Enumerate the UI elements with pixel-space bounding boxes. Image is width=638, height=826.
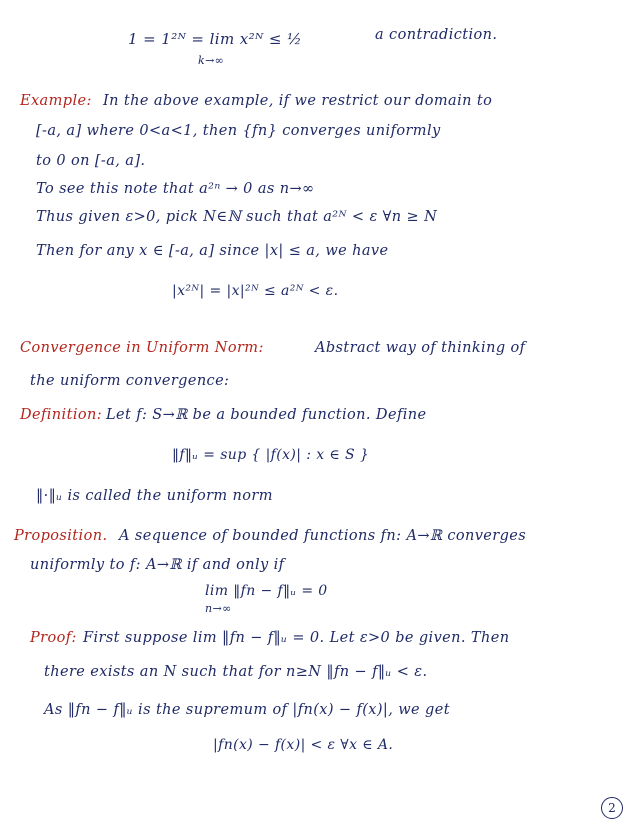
example-line-5: Thus given ε>0, pick N∈ℕ such that a²ᴺ < ε ∀n ≥ N xyxy=(36,209,438,225)
proposition-lim-subscript: n→∞ xyxy=(205,602,232,615)
definition-label: Definition: xyxy=(20,407,103,423)
proof-label: Proof: xyxy=(30,630,77,646)
example-inequality: |x²ᴺ| = |x|²ᴺ ≤ a²ᴺ < ε. xyxy=(172,283,339,299)
proposition-line-2: uniformly to f: A→ℝ if and only if xyxy=(30,557,285,573)
example-label: Example: xyxy=(20,93,92,109)
proposition-line-1: A sequence of bounded functions fn: A→ℝ converges xyxy=(119,528,527,544)
example-line-4: To see this note that a²ⁿ → 0 as n→∞ xyxy=(36,181,315,197)
definition-line-3: ‖·‖ᵤ is called the uniform norm xyxy=(36,488,273,504)
convergence-line-2: the uniform convergence: xyxy=(30,373,230,389)
uniform-norm-formula: ‖f‖ᵤ = sup { |f(x)| : x ∈ S } xyxy=(172,447,370,463)
definition-line-1: Let f: S→ℝ be a bounded function. Define xyxy=(106,407,427,423)
proposition-limit: lim ‖fn − f‖ᵤ = 0 xyxy=(205,583,328,599)
example-line-6: Then for any x ∈ [-a, a] since |x| ≤ a, we have xyxy=(36,243,389,259)
proof-line-2: there exists an N such that for n≥N ‖fn − f‖ᵤ < ε. xyxy=(44,664,428,680)
convergence-label: Convergence in Uniform Norm: xyxy=(20,340,264,356)
contradiction-equation: 1 = 1²ᴺ = lim x²ᴺ ≤ ½ xyxy=(128,30,302,48)
page-number: 2 xyxy=(601,797,623,819)
example-line-2: [-a, a] where 0<a<1, then {fn} converges uniformly xyxy=(36,123,441,139)
proof-line-1: First suppose lim ‖fn − f‖ᵤ = 0. Let ε>0 be given. Then xyxy=(83,630,510,646)
lim-subscript: k→∞ xyxy=(198,54,225,67)
example-line-3: to 0 on [-a, a]. xyxy=(36,153,146,169)
proof-line-3: As ‖fn − f‖ᵤ is the supremum of |fn(x) − f(x)|, we get xyxy=(44,702,450,718)
proof-inequality: |fn(x) − f(x)| < ε ∀x ∈ A. xyxy=(213,737,394,753)
example-line-1: In the above example, if we restrict our domain to xyxy=(103,93,493,109)
contradiction-text: a contradiction. xyxy=(375,27,498,43)
proposition-label: Proposition. xyxy=(14,528,108,544)
convergence-line-1: Abstract way of thinking of xyxy=(315,340,526,356)
